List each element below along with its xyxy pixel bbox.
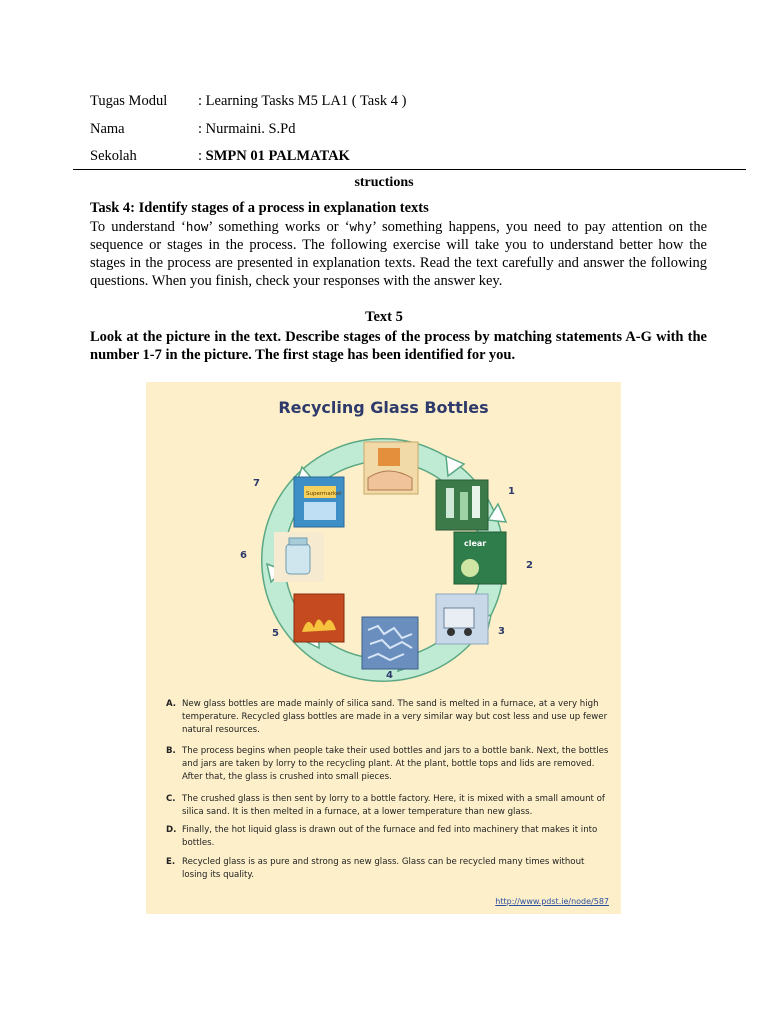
school-prefix: : (198, 148, 206, 164)
stage-number-7: 7 (253, 478, 260, 489)
statement-text: Recycled glass is as pure and strong as new glass. Glass can be recycled many times without losing its quality. (182, 857, 585, 880)
module-label: Tugas Modul (90, 93, 168, 109)
statement-letter: B. (166, 746, 176, 756)
section-title: structions (354, 175, 414, 190)
why-word: why (349, 219, 373, 234)
school-value-wrap (198, 148, 350, 165)
stage-panel-1 (436, 480, 488, 530)
stage-number-6: 6 (240, 550, 247, 561)
stage-panel-top (364, 442, 418, 494)
text-label: Text 5 (365, 309, 403, 325)
stage-number-2: 2 (526, 560, 533, 571)
stage-number-5: 5 (272, 628, 279, 639)
shop-label: Supermarket (306, 491, 342, 497)
statement-text: The process begins when people take their used bottles and jars to a bottle bank. Next, the bottles and jars are taken by lorry to the recycling plant. At the plant, bottle tops and lids are removed. After that, the glass is crushed into small pieces. (182, 746, 609, 782)
statement-text: Finally, the hot liquid glass is drawn out of the furnace and fed into machinery that makes it into bottles. (182, 825, 598, 848)
school-label: Sekolah (90, 148, 137, 164)
stage-panel-4 (362, 617, 418, 669)
clear-label: clear (464, 539, 487, 548)
school-value: SMPN 01 PALMATAK (205, 148, 350, 164)
recycling-cycle-diagram (146, 382, 621, 682)
instruction: Look at the picture in the text. Describe stages of the process by matching statements A-G with the number 1-7 in the picture. The first stage has been identified for you. (90, 329, 707, 363)
statement-text: The crushed glass is then sent by lorry to a bottle factory. Here, it is mixed with a small amount of silica sand. It is then melted in a furnace, at a lower temperature than new glass. (182, 794, 605, 817)
stage-panel-2 (454, 532, 506, 584)
module-value: : Learning Tasks M5 LA1 ( Task 4 ) (198, 93, 407, 109)
stage-panel-7 (294, 477, 344, 527)
stage-panel-5 (294, 594, 344, 642)
figure-title: Recycling Glass Bottles (278, 398, 489, 417)
stage-panel-3 (436, 594, 488, 644)
how-word: how (185, 219, 209, 234)
statement-letter: E. (166, 857, 176, 867)
statement-letter: A. (166, 699, 177, 709)
task-intro (90, 218, 707, 290)
stage-number-4: 4 (386, 670, 393, 681)
intro-part-c: ’ something happens, you need to pay attention on the sequence or stages in the process. The following exercise will take you to understand better how the stages in the process are presented in explanation texts. Read the text carefully and answer the following questions. When you finish, check your responses with the answer key. (90, 219, 708, 289)
intro-part-b: ’ something works or ‘ (208, 219, 350, 235)
stage-number-3: 3 (498, 626, 505, 637)
source-link[interactable]: http://www.pdst.ie/node/587 (495, 897, 609, 906)
task-title: Task 4: Identify stages of a process in explanation texts (90, 200, 429, 216)
intro-part-a: To understand ‘ (90, 219, 186, 235)
stage-panel-6 (274, 532, 324, 582)
name-value: : Nurmaini. S.Pd (198, 121, 296, 137)
header-divider (73, 169, 746, 170)
name-label: Nama (90, 121, 125, 137)
statement-text: New glass bottles are made mainly of silica sand. The sand is melted in a furnace, at a very high temperature. Recycled glass bottles are made in a very similar way but cost less and use up fewer natural resources. (182, 699, 608, 735)
recycling-figure (146, 382, 621, 914)
statement-letter: C. (166, 794, 176, 804)
statement-letter: D. (166, 825, 177, 835)
stage-number-1: 1 (508, 486, 515, 497)
